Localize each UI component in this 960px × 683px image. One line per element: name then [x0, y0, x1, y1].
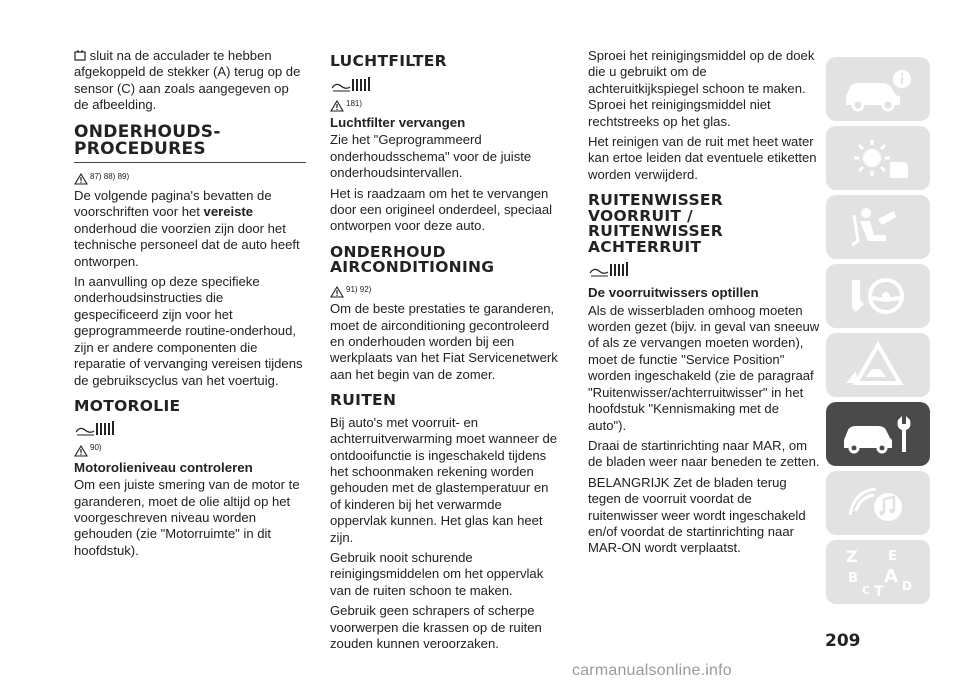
heading-luchtfilter: LUCHTFILTER	[330, 52, 447, 70]
paragraph: Het reinigen van de ruit met heet water kan ertoe leiden dat eventuele etiketten worden verwijderd.	[588, 134, 817, 182]
column-2	[330, 48, 562, 656]
warning-refs: 90)	[74, 440, 306, 456]
paragraph: Gebruik geen schrapers of scherpe voorwerpen die krassen op de ruiten zouden kunnen veroorzaken.	[330, 603, 542, 651]
tab-seat-airbag[interactable]	[826, 195, 930, 259]
warning-triangle-icon	[74, 445, 88, 457]
warning-triangle-icon	[330, 286, 344, 298]
tab-road-warning[interactable]	[826, 333, 930, 397]
svg-text:B: B	[848, 571, 858, 586]
warning-refs: 91) 92)	[330, 282, 562, 298]
tab-warning-lights[interactable]	[826, 126, 930, 190]
paragraph: BELANGRIJK Zet de bladen terug tegen de voorruit voordat de ruitenwisser weer wordt ingeschakeld en/of voordat de startinrichting naar MAR-ON wordt verplaatst.	[588, 474, 806, 556]
paragraph: Om een juiste smering van de motor te garanderen, moet de olie altijd op het voorgeschreven niveau worden gehouden (zie "Motorruimte" in dit hoofdstuk).	[74, 477, 300, 558]
intro-paragraph: sluit na de acculader te hebben afgekoppeld de stekker (A) terug op de sensor (C) aan zoals aangegeven op de afbeelding.	[74, 48, 301, 113]
column-3	[588, 48, 820, 561]
svg-text:A: A	[884, 566, 898, 587]
paragraph: Het is raadzaam om het te vervangen door een origineel onderdeel, speciaal ontworpen voor deze auto.	[330, 185, 553, 234]
paragraph: Zie het "Geprogrammeerd onderhoudsschema" voor de juiste onderhoudsintervallen.	[330, 132, 532, 181]
heading-ruitenwisser: RUITENWISSER VOORRUIT / RUITENWISSER ACHTERRUIT	[588, 191, 724, 256]
warning-lights-icon	[838, 132, 918, 184]
svg-text:T: T	[874, 584, 884, 598]
warning-triangle-icon	[330, 100, 344, 112]
svg-text:E: E	[888, 549, 897, 564]
paragraph: Bij auto's met voorruit- en achterruitverwarming moet wanneer de ontdooifunctie is ingeschakeld tijdens het schoonmaken rekening worden gehouden met de glastemperatuur en of kinderen bij het verwarmde oppervlak kunnen. Het glas kan heet zijn.	[330, 414, 558, 545]
tab-car-service[interactable]	[826, 402, 930, 466]
heading-airconditioning: ONDERHOUD AIRCONDITIONING	[330, 242, 495, 277]
seat-airbag-icon	[838, 201, 918, 253]
paragraph: Draai de startinrichting naar MAR, om de bladen weer naar beneden te zetten.	[588, 437, 820, 470]
paragraph: Als de wisserbladen omhoog moeten worden gezet (bijv. in geval van sneeuw of als ze vervangen moeten worden), moet de functie "Service Position" worden ingeschakeld (zie de paragraaf "Ruitenwisser/achterruitwisser" in het hoofdstuk "Kennismaking met de auto").	[588, 302, 820, 433]
steering-key-icon	[838, 270, 918, 322]
tab-index[interactable]	[826, 540, 930, 604]
heading-motorolie: MOTOROLIE	[74, 396, 181, 415]
road-warning-icon	[838, 339, 918, 391]
column-1	[74, 48, 306, 563]
paragraph: Sproei het reinigingsmiddel op de doek die u gebruikt om de achteruitkijkspiegel schoon te maken. Sproei het reinigingsmiddel niet rechtstreeks op het glas.	[588, 48, 815, 129]
warning-refs: 181)	[330, 96, 562, 112]
tab-steering-key[interactable]	[826, 264, 930, 328]
car-info-icon	[838, 63, 918, 115]
svg-text:C: C	[862, 584, 871, 597]
heading-ruiten: RUITEN	[330, 391, 397, 410]
paragraph: Gebruik nooit schurende reinigingsmiddelen om het oppervlak van de ruiten schoon te maken.	[330, 549, 544, 598]
multimedia-icon	[838, 477, 918, 529]
svg-text:D: D	[902, 579, 912, 593]
watermark: carmanualsonline.info	[572, 662, 732, 679]
paragraph: Om de beste prestaties te garanderen, moet de airconditioning gecontroleerd en onderhouden worden bij een werkplaats van het Fiat Servicenetwerk aan het begin van de zomer.	[330, 301, 558, 382]
car-service-icon	[838, 408, 918, 460]
tab-multimedia[interactable]	[826, 471, 930, 535]
paragraph: In aanvulling op deze specifieke onderhoudsinstructies die gespecificeerd zijn voor het geprogrammeerde routine-onderhoud, zijn er andere componenten die reparatie of vervanging vereisen tijdens de gebruikscyclus van het voertuig.	[74, 274, 303, 388]
brand-logo-icon	[588, 261, 632, 279]
brand-logo-icon	[74, 420, 118, 438]
paragraph: De volgende pagina's bevatten de voorschriften voor het vereiste onderhoud die voorzien zijn door het technische personeel dat de auto heeft ontworpen.	[74, 188, 300, 269]
svg-text:Z: Z	[846, 547, 858, 566]
warning-refs: 87) 88) 89)	[74, 169, 306, 185]
page-number: 209	[825, 631, 861, 651]
subheading-oil: Motorolieniveau controleren	[74, 459, 253, 475]
heading-onderhoudsprocedures: ONDERHOUDS-PROCEDURES	[74, 124, 306, 163]
index-letters-icon	[838, 546, 918, 598]
warning-triangle-icon	[74, 173, 88, 185]
subheading-filter: Luchtfilter vervangen	[330, 114, 466, 130]
subheading-wisser: De voorruitwissers optillen	[588, 285, 759, 301]
tab-car-info[interactable]	[826, 57, 930, 121]
battery-icon	[74, 50, 86, 61]
brand-logo-icon	[330, 76, 374, 94]
chapter-sidebar	[826, 57, 930, 609]
